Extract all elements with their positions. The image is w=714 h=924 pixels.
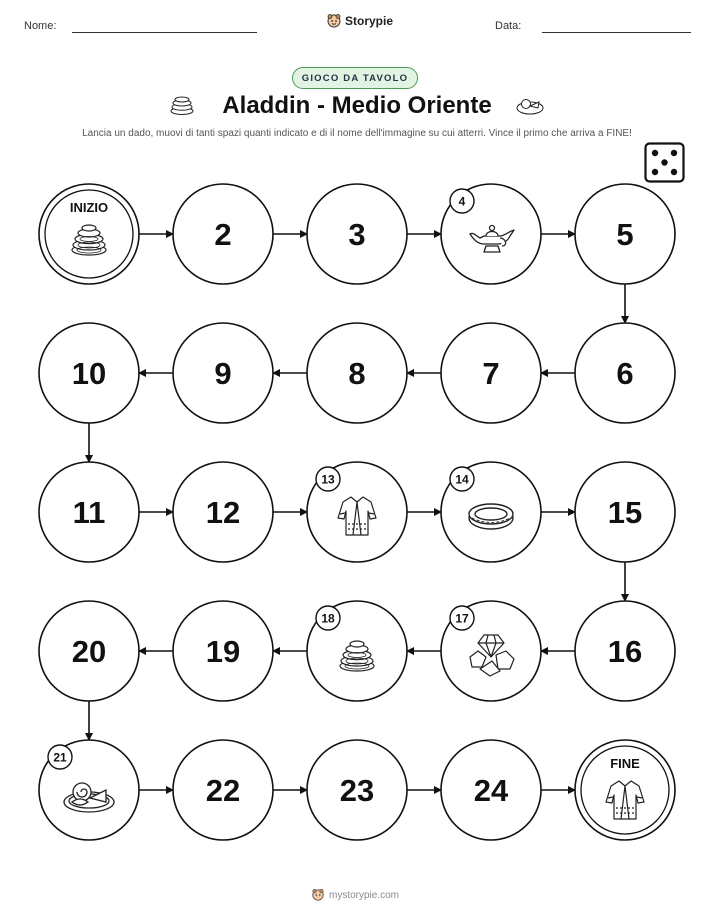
footer (311, 888, 399, 902)
space-number: 20 (71, 634, 107, 669)
board-space-17 (441, 601, 541, 701)
space-number: 8 (348, 356, 366, 391)
board-spaces (39, 184, 675, 840)
date-label: Data: (495, 20, 522, 32)
board-space-10 (39, 323, 139, 423)
space-number: 7 (482, 356, 500, 391)
board-space-12 (173, 462, 273, 562)
space-label: INIZIO (69, 200, 109, 215)
board-space-11 (39, 462, 139, 562)
board-space-21 (39, 740, 139, 840)
storypie-mascot-icon (311, 888, 325, 902)
space-number: 4 (458, 194, 466, 209)
footer-url: mystorypie.com (329, 889, 400, 901)
space-number: 11 (72, 495, 106, 530)
board-space-13 (307, 462, 407, 562)
board-space-7 (441, 323, 541, 423)
space-number: 14 (455, 472, 469, 487)
space-number: 16 (607, 634, 643, 669)
board-space-23 (307, 740, 407, 840)
board-space-9 (173, 323, 273, 423)
category-badge: GIOCO DA TAVOLO (292, 67, 418, 89)
space-number: 24 (473, 773, 509, 808)
board-space-6 (575, 323, 675, 423)
space-number: 21 (53, 750, 67, 765)
board-space-8 (307, 323, 407, 423)
space-number: 6 (616, 356, 634, 391)
instructions: Lancia un dado, muovi di tanti spazi quanti indicato e di il nome dell'immagine su cui atterri. Vince il primo che arriva a FINE! (82, 128, 632, 139)
space-number: 9 (214, 356, 232, 391)
board-space-18 (307, 601, 407, 701)
board-space-19 (173, 601, 273, 701)
ring-icon (469, 504, 513, 529)
space-number: 12 (205, 495, 241, 530)
space-number: 23 (339, 773, 375, 808)
space-number: 5 (616, 217, 634, 252)
board-space-15 (575, 462, 675, 562)
space-number: 19 (205, 634, 241, 669)
page-title: Aladdin - Medio Oriente (222, 92, 492, 119)
board-space-3 (307, 184, 407, 284)
board-space-20 (39, 601, 139, 701)
name-label: Nome: (24, 20, 57, 32)
board-space-2 (173, 184, 273, 284)
board-space-5 (575, 184, 675, 284)
board-space-16 (575, 601, 675, 701)
space-number: 10 (71, 356, 107, 391)
space-number: 2 (214, 217, 232, 252)
space-number: 3 (348, 217, 366, 252)
board-space-4 (441, 184, 541, 284)
space-number: 17 (455, 611, 469, 626)
space-number: 15 (607, 495, 643, 530)
board-space-24 (441, 740, 541, 840)
board-space-14 (441, 462, 541, 562)
space-number: 22 (205, 773, 241, 808)
space-number: 13 (321, 472, 335, 487)
board-space-finish (575, 740, 675, 840)
space-label: FINE (610, 756, 640, 771)
brand-name: Storypie (345, 14, 394, 28)
space-number: 18 (321, 611, 335, 626)
board-space-22 (173, 740, 273, 840)
board-space-start (39, 184, 139, 284)
